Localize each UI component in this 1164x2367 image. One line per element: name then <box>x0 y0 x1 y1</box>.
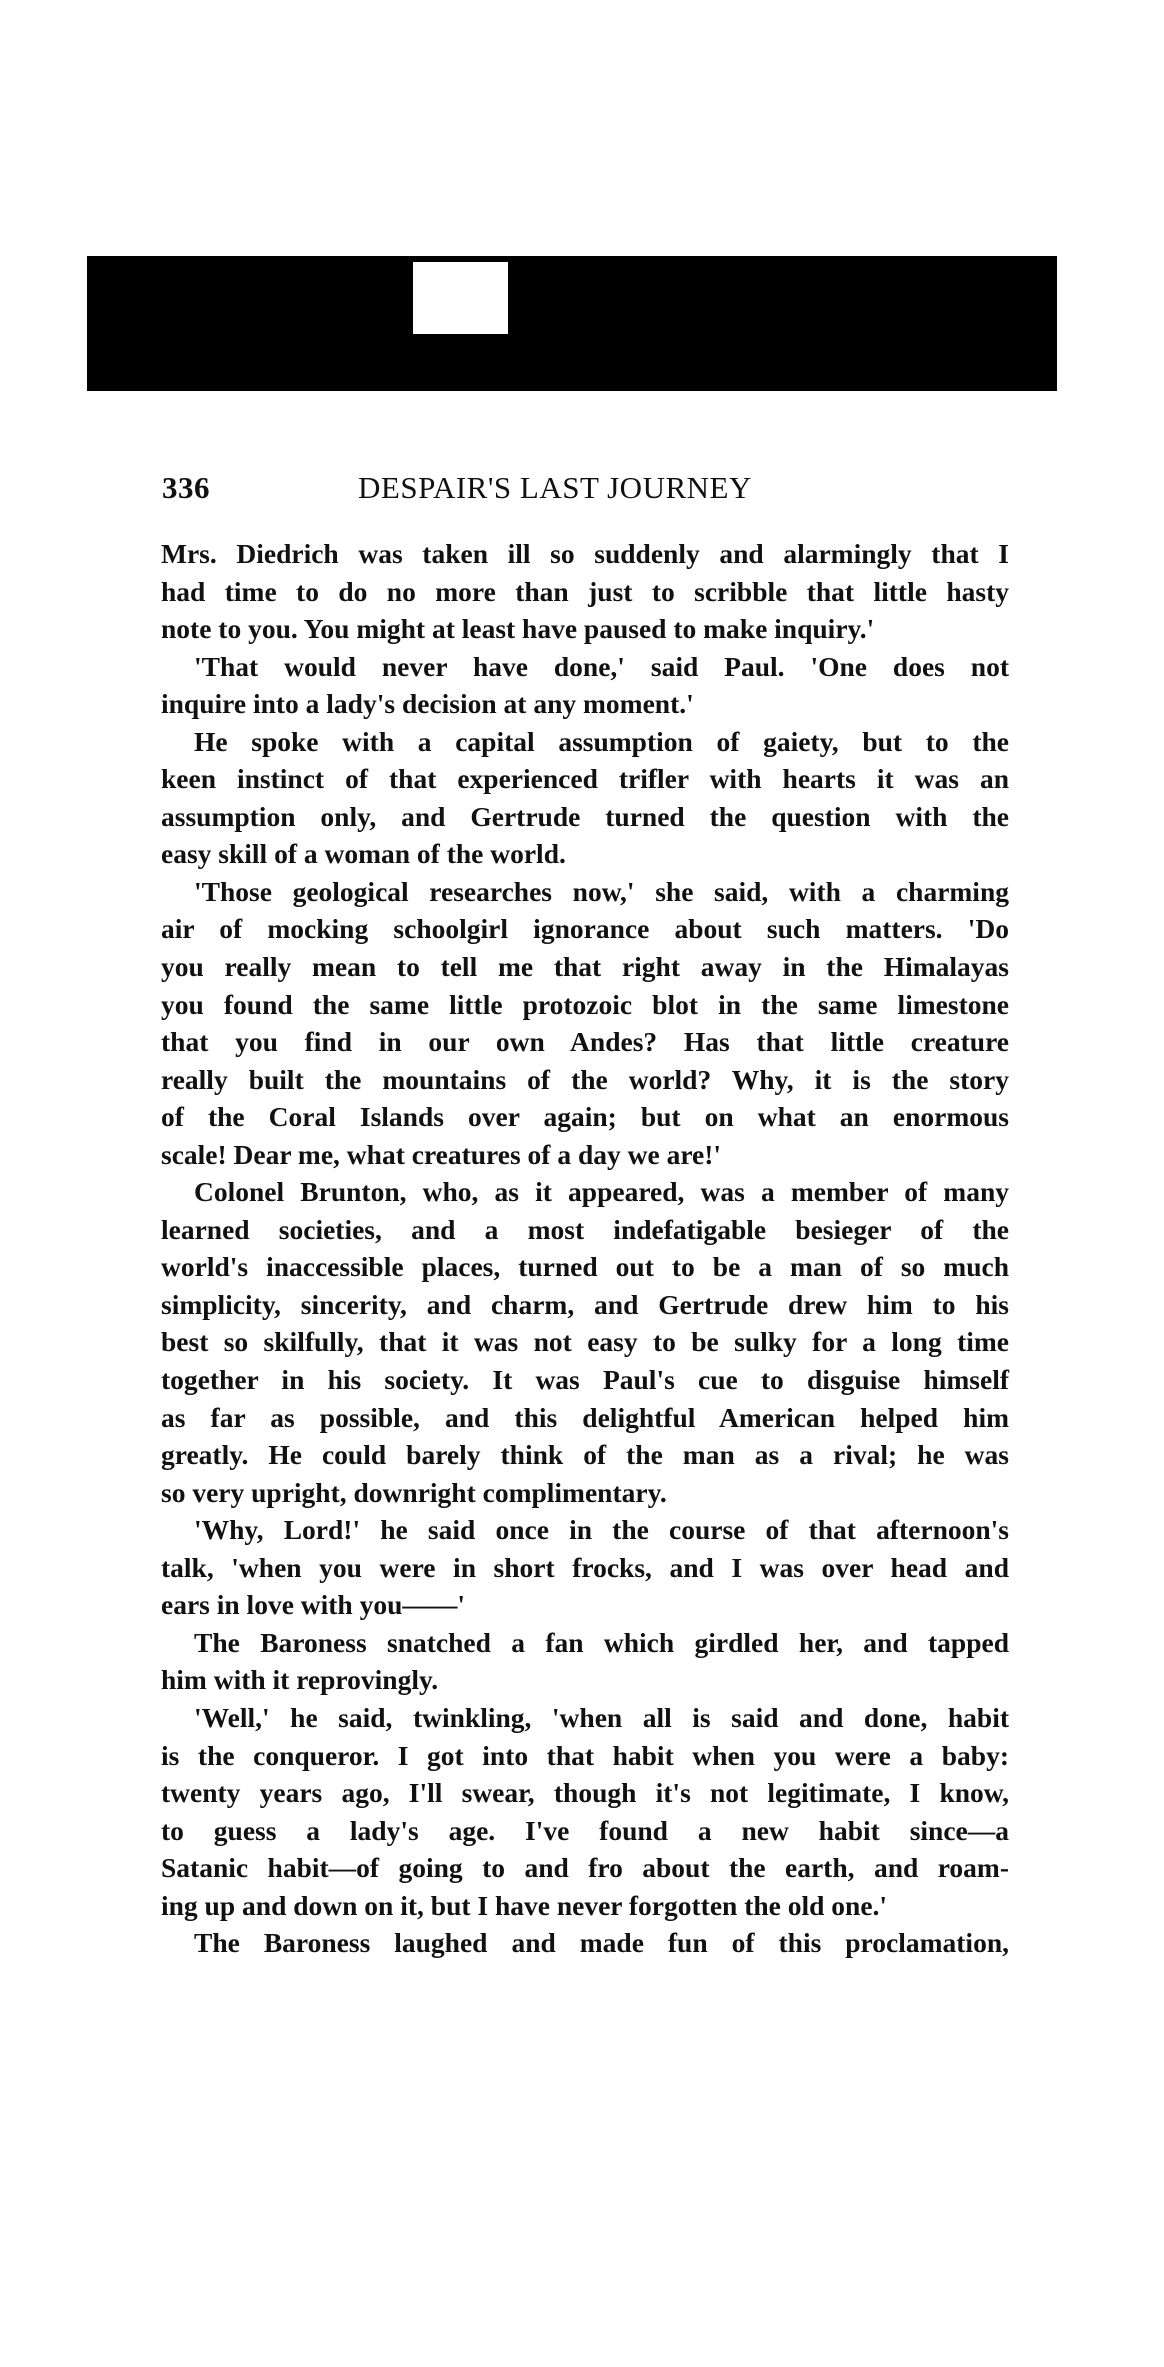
black-redaction-bar <box>87 256 1057 391</box>
text-line: Colonel Brunton, who, as it appeared, was a member of many <box>194 1176 1009 1208</box>
text-line: ears in love with you——' <box>161 1589 466 1621</box>
text-line: keen instinct of that experienced trifler with hearts it was an <box>161 763 1009 795</box>
page-header <box>162 470 1010 516</box>
text-line: talk, 'when you were in short frocks, and I was over head and <box>161 1551 1009 1583</box>
text-line: together in his society. It was Paul's cue to disguise himself <box>161 1364 1009 1396</box>
text-line: had time to do no more than just to scribble that little hasty <box>161 575 1009 607</box>
body-text <box>161 535 1009 1962</box>
text-line: 'Why, Lord!' he said once in the course of that afternoon's <box>194 1514 1009 1546</box>
text-line: Mrs. Diedrich was taken ill so suddenly and alarmingly that I <box>161 538 1009 569</box>
text-line: of the Coral Islands over again; but on what an enormous <box>161 1101 1009 1133</box>
text-line: 'Well,' he said, twinkling, 'when all is said and done, habit <box>194 1701 1009 1733</box>
text-line: that you find in our own Andes? Has that little creature <box>161 1026 1009 1058</box>
text-line: 'Those geological researches now,' she said, with a charming <box>194 875 1009 907</box>
text-line: twenty years ago, I'll swear, though it's not legitimate, I know, <box>161 1777 1009 1809</box>
text-line: world's inaccessible places, turned out to be a man of so much <box>161 1251 1009 1283</box>
text-line: simplicity, sincerity, and charm, and Gertrude drew him to his <box>161 1288 1009 1320</box>
text-line: you found the same little protozoic blot in the same limestone <box>161 988 1009 1020</box>
text-line: note to you. You might at least have paused to make inquiry.' <box>161 613 875 645</box>
text-line: Satanic habit—of going to and fro about the earth, and roam- <box>161 1852 1009 1884</box>
text-line: learned societies, and a most indefatigable besieger of the <box>161 1213 1009 1245</box>
white-notch <box>413 262 508 334</box>
text-line: as far as possible, and this delightful American helped him <box>161 1401 1009 1433</box>
text-line: so very upright, downright complimentary. <box>161 1476 667 1508</box>
text-line: to guess a lady's age. I've found a new habit since—a <box>161 1814 1009 1846</box>
text-line: best so skilfully, that it was not easy to be sulky for a long time <box>161 1326 1009 1358</box>
text-line: The Baroness snatched a fan which girdled her, and tapped <box>194 1626 1009 1658</box>
text-line: you really mean to tell me that right away in the Himalayas <box>161 951 1009 983</box>
text-line: is the conqueror. I got into that habit when you were a baby: <box>161 1739 1009 1771</box>
text-line: air of mocking schoolgirl ignorance about such matters. 'Do <box>161 913 1009 945</box>
page-number: 336 <box>162 470 210 505</box>
text-line: him with it reprovingly. <box>161 1664 439 1696</box>
text-line: easy skill of a woman of the world. <box>161 838 566 870</box>
text-line: ing up and down on it, but I have never forgotten the old one.' <box>161 1889 888 1921</box>
text-line: really built the mountains of the world? Why, it is the story <box>161 1063 1009 1095</box>
text-line: scale! Dear me, what creatures of a day we are!' <box>161 1138 722 1170</box>
running-title: DESPAIR'S LAST JOURNEY <box>358 470 752 505</box>
text-line: greatly. He could barely think of the man as a rival; he was <box>161 1439 1009 1471</box>
text-line: The Baroness laughed and made fun of this proclamation, <box>194 1927 1009 1959</box>
text-line: 'That would never have done,' said Paul. 'One does not <box>194 650 1009 682</box>
text-line: assumption only, and Gertrude turned the question with the <box>161 800 1009 832</box>
text-line: He spoke with a capital assumption of gaiety, but to the <box>194 725 1009 757</box>
text-line: inquire into a lady's decision at any moment.' <box>161 688 694 720</box>
